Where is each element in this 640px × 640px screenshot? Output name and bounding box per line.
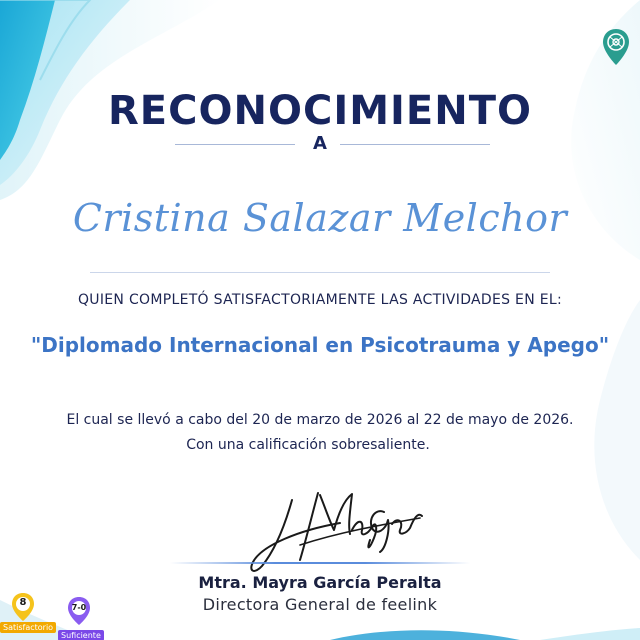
level-number: 8 (19, 597, 27, 608)
completion-statement: QUIEN COMPLETÓ SATISFACTORIAMENTE LAS ACTIVIDADES EN EL: (77, 292, 562, 308)
certificate-subtitle: A (313, 133, 327, 154)
certificate-title: RECONOCIMIENTO (108, 88, 532, 134)
level-label: Satisfactorio (0, 622, 56, 633)
recipient-underline (90, 272, 550, 273)
course-dates: El cual se llevó a cabo del 20 de marzo de 2026 al 22 de mayo de 2026. (66, 412, 574, 428)
signer-role: Directora General de feelink (202, 595, 438, 614)
course-name: "Diplomado Internacional en Psicotrauma y Apego" (30, 333, 610, 357)
recipient-name: Cristina Salazar Melchor (72, 196, 568, 240)
level-badge-suficiente (61, 596, 126, 640)
wave-shape (330, 630, 520, 640)
signature (251, 493, 422, 571)
level-label: Suficiente (58, 630, 104, 640)
level-number: 7-0 (71, 603, 87, 612)
signature-line (170, 562, 470, 564)
wave-shape (540, 628, 640, 640)
signer-name: Mtra. Mayra García Peralta (198, 573, 442, 592)
grade-statement: Con una calificación sobresaliente. (186, 437, 430, 453)
feelink-logo-icon (601, 27, 631, 67)
